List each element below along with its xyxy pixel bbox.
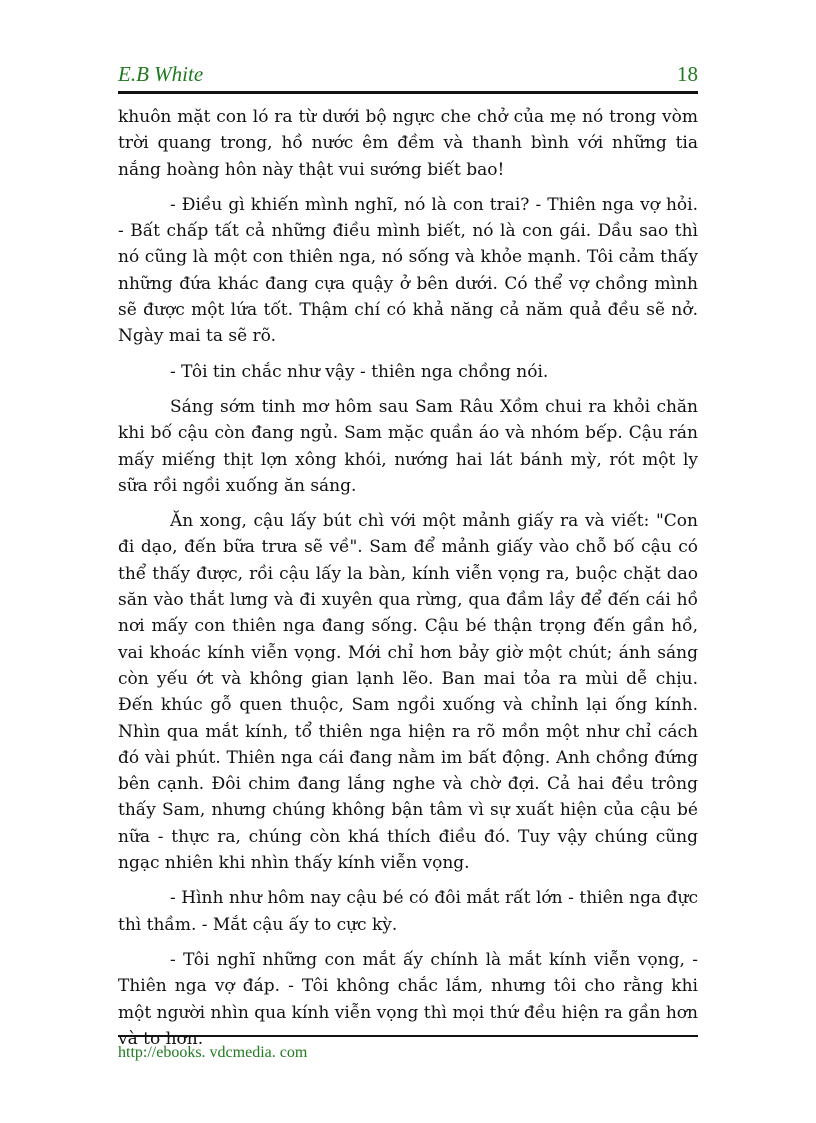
paragraph: Ăn xong, cậu lấy bút chì với một mảnh giấy ra và viết: "Con đi dạo, đến bữa trưa sẽ về". Sam để mảnh giấy vào chỗ bố cậu có thể thấy được, rồi cậu lấy la bàn, kính viễn vọng ra, buộc chặt dao săn vào thắt lưng và đi xuyên qua rừng, qua đầm lầy để đến cái hồ nơi mấy con thiên nga đang sống. Cậu bé thận trọng đến gần hồ, vai khoác kính viễn vọng. Mới chỉ hơn bảy giờ một chút; ánh sáng còn yếu ớt và không gian lạnh lẽo. Ban mai tỏa ra mùi dễ chịu. Đến khúc gỗ quen thuộc, Sam ngồi xuống và chỉnh lại ống kính. Nhìn qua mắt kính, tổ thiên nga hiện ra rõ mồn một như chỉ cách đó vài phút. Thiên nga cái đang nằm im bất động. Anh chồng đứng bên cạnh. Đôi chim đang lắng nghe và chờ đợi. Cả hai đều trông thấy Sam, nhưng chúng không bận tâm vì sự xuất hiện của cậu bé nữa - thực ra, chúng còn khá thích điều đó. Tuy vậy chúng cũng ngạc nhiên khi nhìn thấy kính viễn vọng. (118, 511, 698, 874)
paragraph: - Tôi tin chắc như vậy - thiên nga chồng nói. (170, 361, 549, 382)
paragraph: - Tôi nghĩ những con mắt ấy chính là mắt kính viễn vọng, - Thiên nga vợ đáp. - Tôi không chắc lắm, nhưng tôi cho rằng khi một người nhìn qua kính viễn vọng thì mọi thứ đều hiện ra gần hơn và to hơn. (118, 949, 698, 1049)
page-header (118, 62, 698, 90)
paragraph: khuôn mặt con ló ra từ dưới bộ ngực che chở của mẹ nó trong vòm trời quang trong, hồ nước êm đềm và thanh bình với những tia nắng hoàng hôn này thật vui sướng biết bao! (118, 107, 698, 180)
paragraph: Sáng sớm tinh mơ hôm sau Sam Râu Xồm chui ra khỏi chăn khi bố cậu còn đang ngủ. Sam mặc quần áo và nhóm bếp. Cậu rán mấy miếng thịt lợn xông khói, nướng hai lát bánh mỳ, rót một ly sữa rồi ngồi xuống ăn sáng. (118, 396, 698, 496)
page-body (118, 104, 698, 1061)
footer-url: http://ebooks. vdcmedia. com (118, 1044, 308, 1061)
footer-divider (118, 1035, 698, 1037)
paragraph: - Hình như hôm nay cậu bé có đôi mắt rất lớn - thiên nga đực thì thầm. - Mắt cậu ấy to cực kỳ. (118, 888, 698, 935)
paragraph: - Điều gì khiến mình nghĩ, nó là con trai? - Thiên nga vợ hỏi. - Bất chấp tất cả những điều mình biết, nó là con gái. Dầu sao thì nó cũng là một con thiên nga, nó sống và khỏe mạnh. Tôi cảm thấy những đứa khác đang cựa quậy ở bên dưới. Có thể vợ chồng mình sẽ được một lứa tốt. Thậm chí có khả năng cả năm quả đều sẽ nở. Ngày mai ta sẽ rõ. (118, 194, 698, 347)
header-divider (118, 91, 698, 94)
page-number: 18 (677, 62, 698, 86)
header-author: E.B White (118, 62, 204, 86)
